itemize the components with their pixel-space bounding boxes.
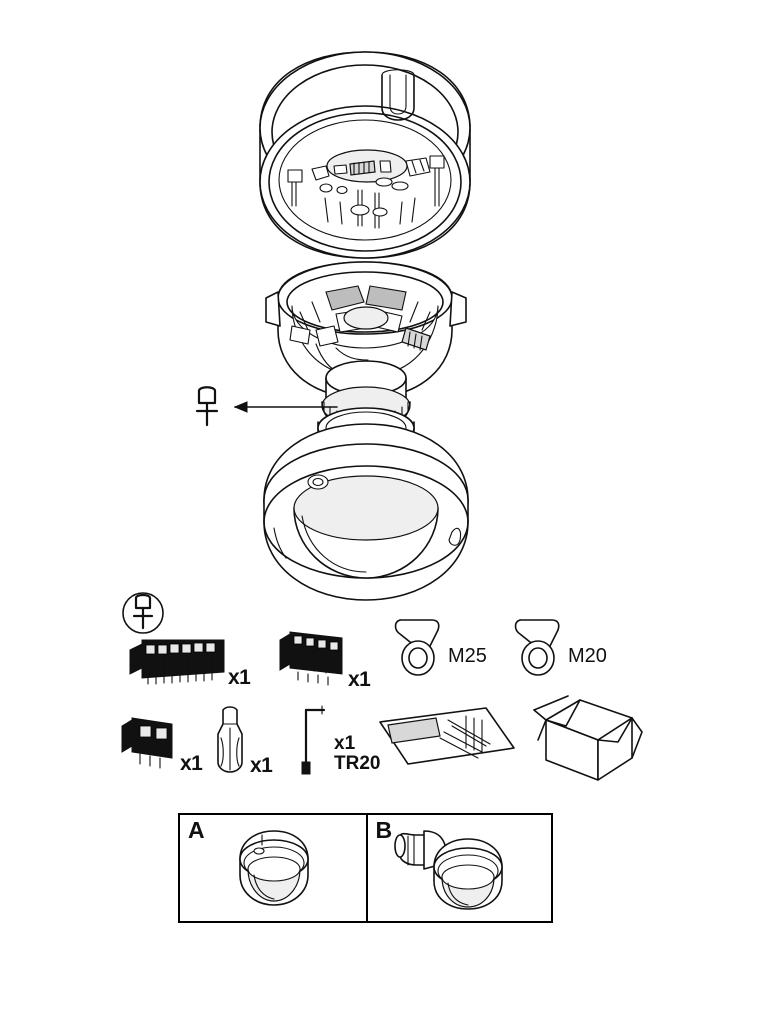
cable-gland-gasket-m25: [390, 616, 487, 678]
dome-camera-exploded-view: [230, 30, 550, 620]
parts-list: [110, 588, 670, 798]
variant-letter: B: [375, 817, 393, 843]
connector-icon: [210, 706, 250, 776]
variant-a-flush-mount: [180, 815, 366, 921]
variant-letter: A: [188, 817, 205, 843]
packaging-box: [528, 696, 648, 788]
quantity-label: x1: [228, 666, 251, 689]
quantity-label: x1: [334, 733, 356, 755]
dome-camera-flush-icon: [180, 823, 366, 919]
mounting-variants: [178, 813, 553, 923]
terminal-block-6pin-icon: [128, 634, 228, 688]
torx-screwdriver-badge: [118, 588, 168, 638]
torx-key: [288, 700, 380, 780]
quantity-label: x1: [250, 754, 273, 777]
gasket-icon: [390, 616, 448, 678]
terminal-block-4pin-icon: [278, 630, 348, 690]
variant-b-conduit-mount: [366, 815, 552, 921]
torx-screwdriver-callout: [185, 385, 345, 445]
torx-l-key-icon: [288, 700, 330, 780]
gasket-size-label: M25: [448, 645, 487, 667]
dome-camera-conduit-icon: [368, 823, 552, 919]
dome-cover-part: [264, 424, 468, 600]
installation-guide: [378, 706, 518, 768]
terminal-block-2pin-icon: [118, 714, 180, 774]
quantity-label: x1: [180, 752, 203, 775]
quantity-label: x1: [348, 668, 371, 691]
gasket-icon: [510, 616, 568, 678]
torx-screwdriver-icon: [197, 387, 217, 425]
resistor-connector: [210, 706, 272, 776]
cable-gland-gasket-m20: [510, 616, 607, 678]
document-icon: [378, 706, 518, 768]
open-box-icon: [528, 696, 648, 788]
terminal-block-small: [118, 714, 202, 774]
torx-size-label: TR20: [334, 753, 381, 775]
terminal-block-large: [128, 634, 250, 688]
gasket-size-label: M20: [568, 645, 607, 667]
arrow-left-icon: [235, 402, 337, 412]
terminal-block-medium: [278, 630, 370, 690]
mounting-bracket-cap-part: [260, 52, 470, 258]
